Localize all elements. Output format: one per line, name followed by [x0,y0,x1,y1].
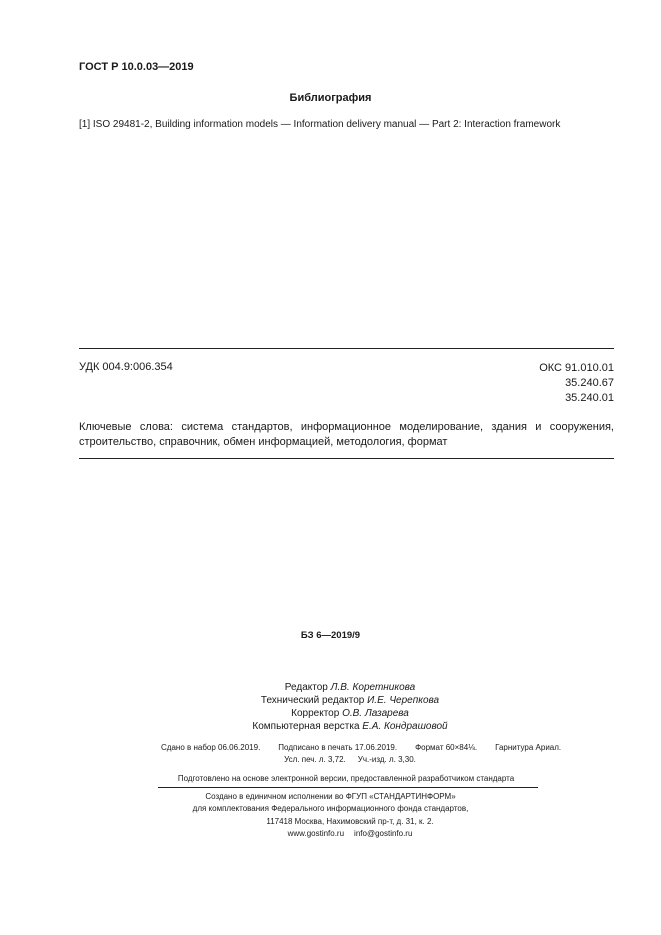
oks-code: 35.240.01 [565,392,614,404]
bz-number: БЗ 6—2019/9 [300,630,361,641]
imprint-divider [158,787,538,788]
udk-code: УДК 004.9:006.354 [79,361,173,373]
document-code: ГОСТ Р 10.0.03—2019 [79,61,194,73]
email-link: info@gostinfo.ru [354,829,413,838]
staff-tech-editor: Технический редактор И.Е. Черепкова [260,695,440,706]
staff-editor: Редактор Л.В. Коретникова [284,682,416,693]
bibliography-title: Библиография [289,92,372,104]
oks-codes [539,361,614,406]
keywords-label: Ключевые слова: [79,421,173,433]
oks-code: 35.240.67 [565,377,614,389]
bottom-divider [79,458,614,459]
bibliography-entry: [1] ISO 29481-2, Building information models — Information delivery manual — Part 2: Interaction framework [79,119,561,130]
staff-list [0,681,661,733]
staff-corrector: Корректор О.В. Лазарева [291,708,409,719]
publisher-info: Создано в единичном исполнении во ФГУП «СТАНДАРТИНФОРМ» для комплектования Федерального информационного фонда стандартов, [192,792,469,813]
prepared-note: Подготовлено на основе электронной версии, предоставленной разработчиком стандарта [177,774,515,783]
website-link: www.gostinfo.ru [287,829,345,838]
top-divider [79,348,614,349]
keywords-paragraph [79,420,614,450]
oks-code: ОКС 91.010.01 [539,362,614,374]
staff-layout: Компьютерная верстка Е.А. Кондрашовой [252,721,448,732]
imprint-line-1: Сдано в набор 06.06.2019. Подписано в печать 17.06.2019. Формат 60×84⅛. Гарнитура Ариал. [161,743,562,752]
imprint-line-2: Усл. печ. л. 3,72. Уч.-изд. л. 3,30. [284,755,416,764]
keywords-text: система стандартов, информационное моделирование, здания и сооружения, строительство, справочник, обмен информацией, методология, формат [79,421,614,448]
publisher-address: 117418 Москва, Нахимовский пр-т, д. 31, к. 2. www.gostinfo.ru info@gostinfo.ru [266,817,434,838]
